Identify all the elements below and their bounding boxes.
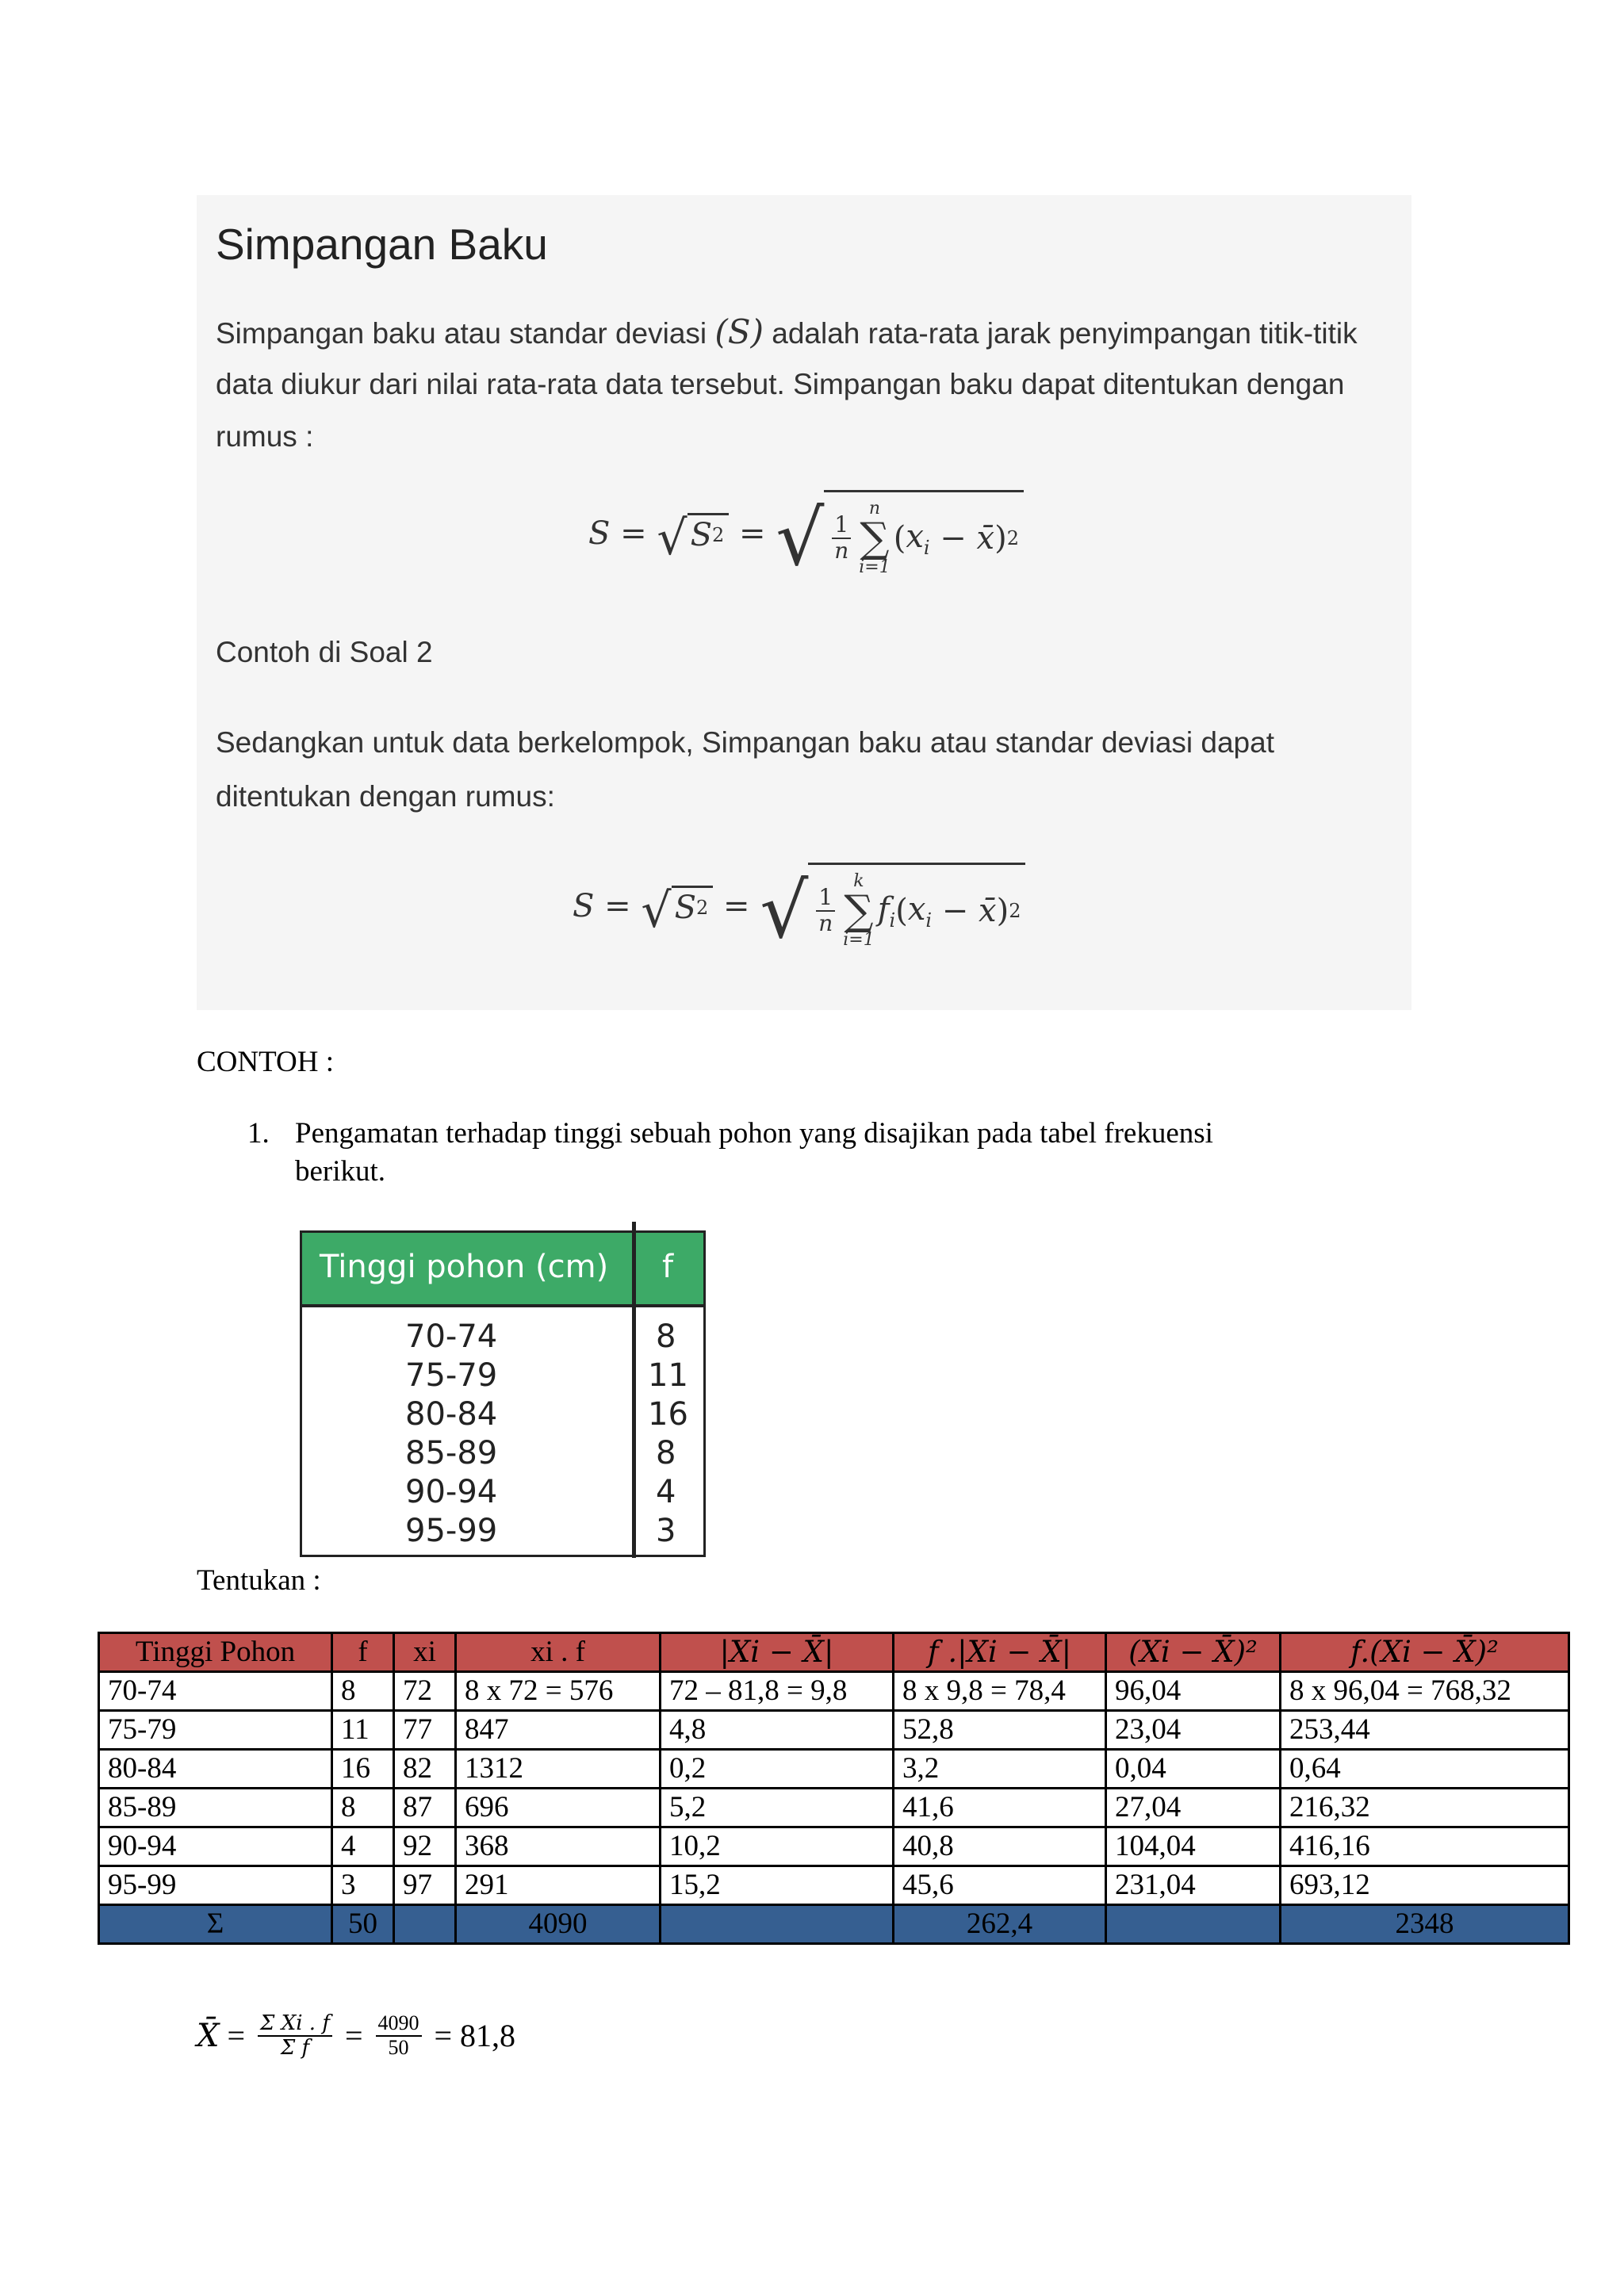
table-cell: 416,16: [1281, 1827, 1569, 1866]
table-cell: 85-89: [99, 1789, 332, 1827]
table-cell: 3,2: [894, 1750, 1106, 1789]
mean-result: = 81,8: [434, 2018, 516, 2054]
header-class: Tinggi pohon (cm): [320, 1249, 609, 1285]
table-cell: 16: [332, 1750, 394, 1789]
question-line2: berikut.: [295, 1155, 386, 1188]
total-cell: 262,4: [894, 1905, 1106, 1944]
para2-line1: Sedangkan untuk data berkelompok, Simpangan baku atau standar deviasi dapat: [216, 726, 1274, 759]
table-cell: 23,04: [1106, 1711, 1281, 1750]
mean-fraction-symbolic: [258, 2012, 332, 2059]
total-cell: 50: [332, 1905, 394, 1944]
freq-row-f: 8: [656, 1318, 676, 1355]
freq-row-f: 3: [656, 1513, 676, 1549]
table-header-row: [99, 1633, 1569, 1672]
symbol-S: (S): [714, 312, 764, 351]
col-header: xi: [394, 1633, 456, 1672]
table-cell: 0,04: [1106, 1750, 1281, 1789]
table-row: [99, 1711, 1569, 1750]
table-cell: 0,64: [1281, 1750, 1569, 1789]
mean-formula: X̄ = $\frac{\text{Σ Xi . f}}{\text{Σ f}}$ = $\frac{4090}{50}$ = 81,8: [197, 2011, 516, 2060]
sqrt-sum-grouped: √ $\frac{1}{n}$ k ∑ i=1 $f_i$ ( $x_i$ − x̄ ) 2: [760, 863, 1025, 949]
table-cell: 231,04: [1106, 1866, 1281, 1905]
example-reference: Contoh di Soal 2: [216, 636, 433, 668]
tentukan-label: Tentukan :: [197, 1564, 321, 1597]
col-header: Tinggi Pohon: [99, 1633, 332, 1672]
table-cell: 90-94: [99, 1827, 332, 1866]
definition-card: [197, 195, 1411, 1010]
para1-line3: rumus :: [216, 420, 314, 453]
table-cell: 72 – 81,8 = 9,8: [661, 1672, 894, 1711]
col-header: f.(Xi − X̄)²: [1281, 1633, 1569, 1672]
table-cell: 70-74: [99, 1672, 332, 1711]
table-cell: 4,8: [661, 1711, 894, 1750]
table-cell: 75-79: [99, 1711, 332, 1750]
fraction-numerator: 4090: [376, 2012, 422, 2037]
contoh-label: CONTOH :: [197, 1046, 335, 1078]
para1-text-a: Simpangan baku atau standar deviasi: [216, 317, 715, 350]
freq-row-f: 11: [648, 1357, 688, 1394]
table-cell: 52,8: [894, 1711, 1106, 1750]
total-cell: [394, 1905, 456, 1944]
table-cell: 1312: [456, 1750, 661, 1789]
table-cell: 27,04: [1106, 1789, 1281, 1827]
table-row: [99, 1789, 1569, 1827]
fraction-denominator: Σ f: [280, 2035, 310, 2060]
para1-line1: [216, 312, 1358, 351]
sqrt-sum: √ $\frac{1}{n}$ n ∑ i=1 ( $x_i$ − x̄ ) 2: [776, 490, 1024, 576]
table-total-row: [99, 1905, 1569, 1944]
table-cell: 11: [332, 1711, 394, 1750]
table-cell: 5,2: [661, 1789, 894, 1827]
table-cell: 82: [394, 1750, 456, 1789]
freq-row-class: 85-89: [405, 1435, 498, 1471]
header-f: f: [662, 1249, 674, 1285]
table-cell: 253,44: [1281, 1711, 1569, 1750]
freq-row-class: 80-84: [405, 1396, 498, 1433]
table-cell: 8 x 96,04 = 768,32: [1281, 1672, 1569, 1711]
table-cell: 216,32: [1281, 1789, 1569, 1827]
question-line1: Pengamatan terhadap tinggi sebuah pohon yang disajikan pada tabel frekuensi: [295, 1117, 1213, 1150]
col-header: |Xi − X̄|: [661, 1633, 894, 1672]
table-cell: 72: [394, 1672, 456, 1711]
table-cell: 3: [332, 1866, 394, 1905]
table-cell: 15,2: [661, 1866, 894, 1905]
calculation-table: [98, 1632, 1570, 1945]
table-row: [99, 1866, 1569, 1905]
col-header: f: [332, 1633, 394, 1672]
table-cell: 696: [456, 1789, 661, 1827]
formula-grouped: S = √ S 2 = √ $\frac{1}{n}$ k ∑ i=1 $f_i$ ( $x_i$ − x̄ ) 2: [573, 863, 1025, 949]
sqrt-S2: √ S 2: [657, 510, 729, 557]
table-cell: 368: [456, 1827, 661, 1866]
table-cell: 4: [332, 1827, 394, 1866]
table-row: [99, 1750, 1569, 1789]
table-cell: 0,2: [661, 1750, 894, 1789]
freq-row-class: 70-74: [405, 1318, 498, 1355]
para1-line2: data diukur dari nilai rata-rata data tersebut. Simpangan baku dapat ditentukan dengan: [216, 368, 1345, 400]
card-title: Simpangan Baku: [216, 220, 548, 269]
table-cell: 87: [394, 1789, 456, 1827]
freq-row-class: 90-94: [405, 1474, 498, 1510]
freq-row-f: 4: [656, 1474, 676, 1510]
col-header: (Xi − X̄)²: [1106, 1633, 1281, 1672]
question-number: 1.: [247, 1117, 270, 1150]
sqrt-S2-grouped: √ S 2: [641, 882, 713, 930]
para2-line2: ditentukan dengan rumus:: [216, 780, 555, 813]
table-cell: 8 x 9,8 = 78,4: [894, 1672, 1106, 1711]
para1-text-b: adalah rata-rata jarak penyimpangan titik-titik: [763, 317, 1358, 350]
table-row: [99, 1827, 1569, 1866]
freq-row-f: 16: [648, 1396, 688, 1433]
table-cell: 45,6: [894, 1866, 1106, 1905]
mean-fraction-numeric: [376, 2012, 422, 2059]
column-divider: [632, 1222, 636, 1558]
table-cell: 693,12: [1281, 1866, 1569, 1905]
table-cell: 8: [332, 1672, 394, 1711]
table-cell: 10,2: [661, 1827, 894, 1866]
freq-row-class: 75-79: [405, 1357, 498, 1394]
table-cell: 291: [456, 1866, 661, 1905]
total-cell: [1106, 1905, 1281, 1944]
table-cell: 40,8: [894, 1827, 1106, 1866]
formula-ungrouped: S = √ S 2 = √ $\frac{1}{n}$ n ∑ i=1 ( $x_i$ − x̄ ) 2: [588, 490, 1024, 576]
freq-row-f: 8: [656, 1435, 676, 1471]
table-row: [99, 1672, 1569, 1711]
table-cell: 96,04: [1106, 1672, 1281, 1711]
total-cell: Σ: [99, 1905, 332, 1944]
fraction-numerator: Σ Xi . f: [258, 2012, 332, 2037]
freq-row-class: 95-99: [405, 1513, 498, 1549]
table-cell: 8 x 72 = 576: [456, 1672, 661, 1711]
total-cell: [661, 1905, 894, 1944]
col-header: xi . f: [456, 1633, 661, 1672]
table-cell: 95-99: [99, 1866, 332, 1905]
header-divider: [302, 1304, 703, 1307]
frequency-table-image: [300, 1230, 706, 1557]
table-cell: 77: [394, 1711, 456, 1750]
table-cell: 847: [456, 1711, 661, 1750]
col-header: f .|Xi − X̄|: [894, 1633, 1106, 1672]
table-cell: 97: [394, 1866, 456, 1905]
total-cell: 4090: [456, 1905, 661, 1944]
mean-symbol: X̄: [197, 2017, 220, 2054]
fraction-denominator: 50: [388, 2035, 409, 2059]
table-cell: 8: [332, 1789, 394, 1827]
table-cell: 41,6: [894, 1789, 1106, 1827]
table-cell: 104,04: [1106, 1827, 1281, 1866]
table-cell: 80-84: [99, 1750, 332, 1789]
total-cell: 2348: [1281, 1905, 1569, 1944]
table-cell: 92: [394, 1827, 456, 1866]
